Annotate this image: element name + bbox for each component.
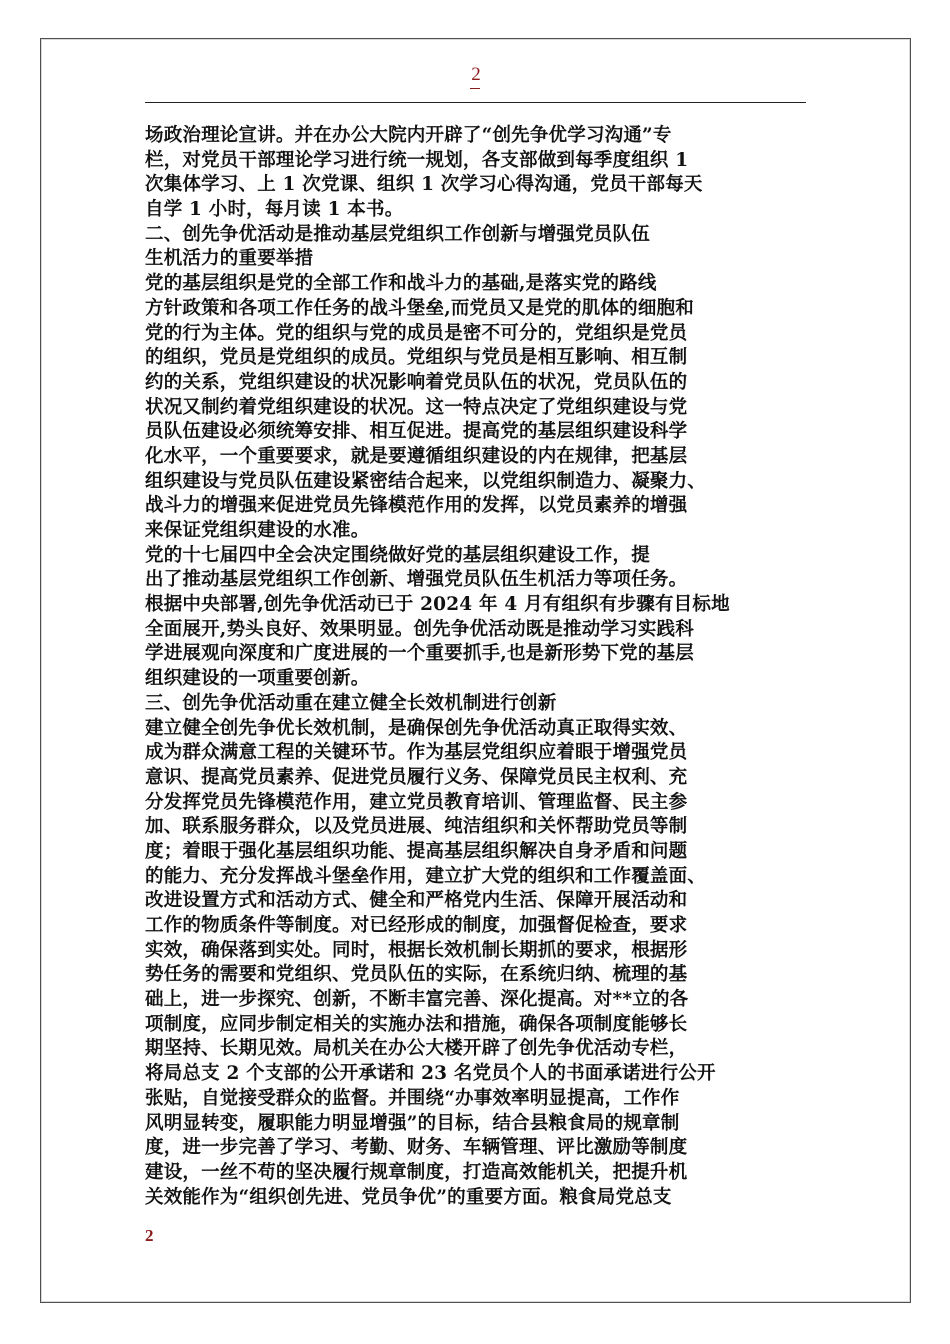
body-line: 状况又制约着党组织建设的状况。这一特点决定了党组织建设与党 bbox=[145, 396, 688, 418]
body-line: 成为群众满意工程的关键环节。作为基层党组织应着眼于增强党员 bbox=[145, 742, 688, 764]
header-rule bbox=[145, 102, 806, 103]
body-line: 张贴，自觉接受群众的监督。并围绕“办事效率明显提高，工作作 bbox=[145, 1087, 680, 1109]
body-line: 党的行为主体。党的组织与党的成员是密不可分的，党组织是党员 bbox=[145, 322, 688, 344]
body-line: 实效，确保落到实处。同时，根据长效机制长期抓的要求，根据形 bbox=[145, 939, 688, 961]
body-line: 栏，对党员干部理论学习进行统一规划，各支部做到每季度组织 1 bbox=[145, 149, 689, 171]
body-line: 建立健全创先争优长效机制，是确保创先争优活动真正取得实效、 bbox=[145, 717, 688, 739]
body-line: 度，进一步完善了学习、考勤、财务、车辆管理、评比激励等制度 bbox=[145, 1137, 688, 1159]
body-line: 期坚持、长期见效。局机关在办公大楼开辟了创先争优活动专栏， bbox=[145, 1038, 688, 1060]
body-line: 关效能作为“组织创先进、党员争优”的重要方面。粮食局党总支 bbox=[145, 1186, 672, 1208]
body-line: 的组织，党员是党组织的成员。党组织与党员是相互影响、相互制 bbox=[145, 347, 688, 369]
body-line: 党的基层组织是党的全部工作和战斗力的基础,是落实党的路线 bbox=[145, 273, 657, 295]
body-line: 来保证党组织建设的水准。 bbox=[145, 520, 370, 541]
body-line: 项制度，应同步制定相关的实施办法和措施，确保各项制度能够长 bbox=[145, 1013, 688, 1035]
body-line: 方针政策和各项工作任务的战斗堡垒,而党员又是党的肌体的细胞和 bbox=[145, 297, 694, 319]
body-line: 加、联系服务群众，以及党员进展、纯洁组织和关怀帮助党员等制 bbox=[145, 816, 688, 838]
body-line: 员队伍建设必须统筹安排、相互促进。提高党的基层组织建设科学 bbox=[145, 421, 688, 443]
body-line: 全面展开,势头良好、效果明显。创先争优活动既是推动学习实践科 bbox=[145, 618, 694, 640]
body-line: 约的关系，党组织建设的状况影响着党员队伍的状况，党员队伍的 bbox=[145, 371, 688, 393]
body-line: 组织建设的一项重要创新。 bbox=[145, 668, 370, 690]
body-line: 出了推动基层党组织工作创新、增强党员队伍生机活力等项任务。 bbox=[145, 569, 688, 591]
body-line: 次集体学习、上 1 次党课、组织 1 次学习心得沟通，党员干部每天 bbox=[145, 174, 703, 196]
body-line: 改进设置方式和活动方式、健全和严格党内生活、保障开展活动和 bbox=[145, 890, 688, 912]
body-line: 意识、提高党员素养、促进党员履行义务、保障党员民主权利、充 bbox=[145, 766, 688, 788]
header-page-number: 2 bbox=[471, 64, 481, 85]
body-line: 势任务的需要和党组织、党员队伍的实际，在系统归纳、梳理的基 bbox=[145, 964, 688, 986]
body-line: 学进展观向深度和广度进展的一个重要抓手,也是新形势下党的基层 bbox=[145, 643, 694, 665]
body-line: 建设，一丝不苟的坚决履行规章制度，打造高效能机关，把提升机 bbox=[145, 1161, 688, 1183]
body-line: 的能力、充分发挥战斗堡垒作用，建立扩大党的组织和工作覆盖面、 bbox=[145, 865, 707, 887]
body-line: 础上，进一步探究、创新，不断丰富完善、深化提高。对**立的各 bbox=[145, 989, 689, 1011]
body-line: 度；着眼于强化基层组织功能、提高基层组织解决自身矛盾和问题 bbox=[145, 840, 688, 862]
body-line: 党的十七届四中全会决定围绕做好党的基层组织建设工作，提 bbox=[145, 544, 650, 566]
body-line: 将局总支 2 个支部的公开承诺和 23 名党员个人的书面承诺进行公开 bbox=[145, 1063, 716, 1085]
body-line: 化水平，一个重要要求，就是要遵循组织建设的内在规律，把基层 bbox=[145, 445, 688, 467]
body-line: 根据中央部署,创先争优活动已于 2024 年 4 月有组织有步骤有目标地 bbox=[145, 594, 730, 616]
body-line: 组织建设与党员队伍建设紧密结合起来，以党组织制造力、凝聚力、 bbox=[145, 470, 707, 492]
body-line: 二、创先争优活动是推动基层党组织工作创新与增强党员队伍 bbox=[145, 223, 650, 245]
body-line: 自学 1 小时，每月读 1 本书。 bbox=[145, 199, 404, 221]
body-line: 风明显转变，履职能力明显增强”的目标，结合县粮食局的规章制 bbox=[145, 1112, 680, 1134]
document-body bbox=[145, 124, 825, 1210]
body-line: 战斗力的增强来促进党员先锋模范作用的发挥，以党员素养的增强 bbox=[145, 495, 688, 517]
body-line: 分发挥党员先锋模范作用，建立党员教育培训、管理监督、民主参 bbox=[145, 791, 688, 813]
header-number-underline bbox=[470, 88, 480, 89]
body-line: 工作的物质条件等制度。对已经形成的制度，加强督促检查，要求 bbox=[145, 915, 688, 936]
footer-page-number: 2 bbox=[145, 1226, 154, 1245]
body-line: 场政治理论宣讲。并在办公大院内开辟了“创先争优学习沟通”专 bbox=[145, 125, 672, 146]
body-line: 三、创先争优活动重在建立健全长效机制进行创新 bbox=[145, 692, 557, 714]
body-line: 生机活力的重要举措 bbox=[145, 248, 314, 270]
